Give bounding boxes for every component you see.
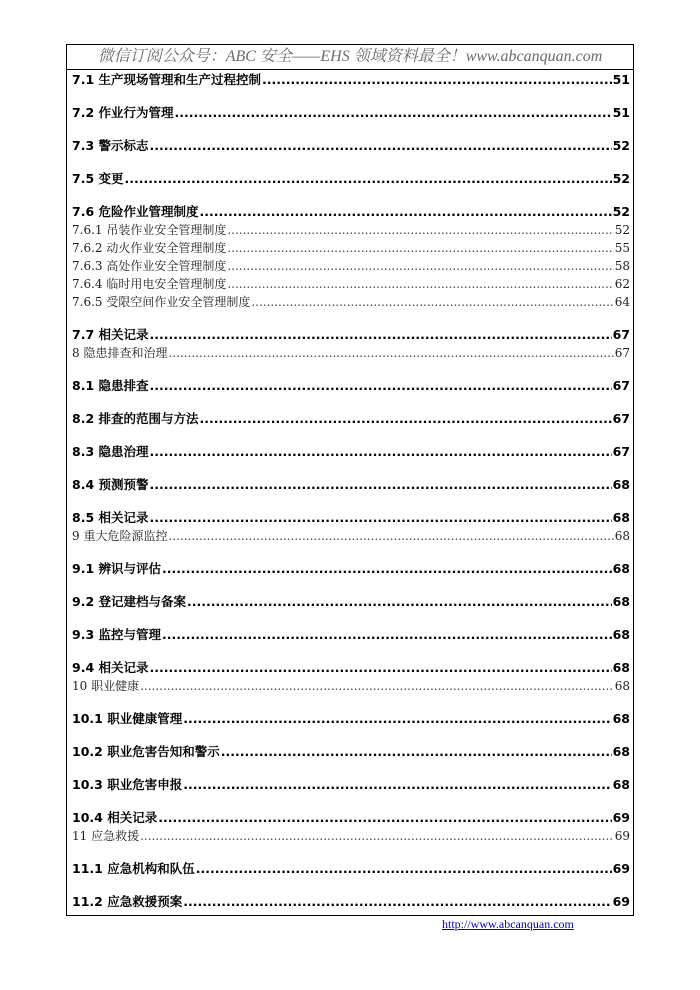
toc-entry-title: 7.6.1 吊装作业安全管理制度 — [72, 223, 227, 237]
toc-entry[interactable] — [72, 709, 630, 728]
toc-dot-leader — [162, 625, 612, 644]
toc-entry-page: 69 — [612, 894, 630, 909]
toc-dot-leader — [168, 527, 613, 545]
toc-entry[interactable] — [72, 892, 630, 911]
toc-dot-leader — [251, 293, 613, 311]
toc-entry-page: 52 — [612, 171, 630, 186]
toc-entry-title: 8 隐患排查和治理 — [72, 346, 168, 360]
toc-entry[interactable] — [72, 527, 630, 545]
toc-entry-page: 67 — [612, 327, 630, 342]
toc-entry-title: 7.6.4 临时用电安全管理制度 — [72, 277, 227, 291]
toc-entry-page: 69 — [612, 810, 630, 825]
toc-entry-page: 67 — [612, 411, 630, 426]
toc-entry-page: 68 — [612, 510, 630, 525]
toc-entry-page: 68 — [612, 561, 630, 576]
toc-dot-leader — [175, 103, 612, 122]
toc-dot-leader — [187, 592, 612, 611]
toc-entry-title: 10.3 职业危害申报 — [72, 777, 183, 792]
footer-link[interactable]: http://www.abcanquan.com — [442, 917, 574, 931]
toc-entry-page: 52 — [612, 138, 630, 153]
toc-entry-page: 67 — [612, 378, 630, 393]
toc-entry[interactable] — [72, 859, 630, 878]
toc-entry-title: 10 职业健康 — [72, 679, 140, 693]
toc-entry-title: 7.6.5 受限空间作业安全管理制度 — [72, 295, 251, 309]
toc-entry[interactable] — [72, 257, 630, 275]
toc-dot-leader — [150, 442, 612, 461]
toc-entry-page: 68 — [612, 627, 630, 642]
toc-dot-leader — [183, 775, 611, 794]
toc-dot-leader — [140, 677, 614, 695]
page-header-banner: 微信订阅公众号：ABC 安全——EHS 领域资料最全！www.abcanquan.com — [67, 44, 633, 70]
toc-dot-leader — [150, 325, 612, 344]
toc-entry-title: 7.3 警示标志 — [72, 138, 149, 153]
toc-entry-title: 10.2 职业危害告知和警示 — [72, 744, 220, 759]
toc-entry[interactable] — [72, 136, 630, 155]
toc-entry[interactable] — [72, 169, 630, 188]
toc-entry[interactable] — [72, 103, 630, 122]
toc-entry-title: 7.7 相关记录 — [72, 327, 149, 342]
toc-dot-leader — [168, 344, 613, 362]
toc-entry[interactable] — [72, 592, 630, 611]
toc-entry[interactable] — [72, 625, 630, 644]
toc-entry-title: 8.3 隐患治理 — [72, 444, 149, 459]
toc-entry-page: 68 — [612, 594, 630, 609]
toc-entry-page: 67 — [614, 346, 630, 360]
toc-entry-title: 7.6.2 动火作业安全管理制度 — [72, 241, 227, 255]
toc-entry-title: 10.1 职业健康管理 — [72, 711, 183, 726]
toc-entry[interactable] — [72, 658, 630, 677]
toc-dot-leader — [227, 221, 613, 239]
toc-entry-title: 7.6.3 高处作业安全管理制度 — [72, 259, 227, 273]
toc-entry-page: 58 — [614, 259, 630, 273]
toc-entry-title: 8.2 排查的范围与方法 — [72, 411, 199, 426]
toc-entry-page: 51 — [612, 105, 630, 120]
toc-entry[interactable] — [72, 742, 630, 761]
toc-entry[interactable] — [72, 293, 630, 311]
toc-dot-leader — [196, 859, 612, 878]
toc-entry-title: 9.3 监控与管理 — [72, 627, 161, 642]
toc-dot-leader — [158, 808, 611, 827]
toc-entry-title: 7.5 变更 — [72, 171, 124, 186]
toc-entry[interactable] — [72, 475, 630, 494]
toc-entry[interactable] — [72, 508, 630, 527]
toc-entry-title: 11.1 应急机构和队伍 — [72, 861, 195, 876]
toc-entry-title: 10.4 相关记录 — [72, 810, 158, 825]
toc-entry[interactable] — [72, 808, 630, 827]
toc-dot-leader — [227, 275, 613, 293]
toc-entry-title: 8.5 相关记录 — [72, 510, 149, 525]
toc-entry[interactable] — [72, 221, 630, 239]
toc-entry-page: 68 — [612, 711, 630, 726]
toc-entry-page: 51 — [612, 72, 630, 87]
toc-dot-leader — [150, 508, 612, 527]
toc-entry[interactable] — [72, 775, 630, 794]
toc-dot-leader — [227, 257, 613, 275]
toc-dot-leader — [200, 202, 612, 221]
toc-dot-leader — [150, 376, 612, 395]
toc-dot-leader — [125, 169, 612, 188]
toc-entry-title: 7.1 生产现场管理和生产过程控制 — [72, 72, 261, 87]
toc-entry[interactable] — [72, 275, 630, 293]
toc-entry[interactable] — [72, 239, 630, 257]
toc-entry-page: 62 — [614, 277, 630, 291]
toc-entry-page: 52 — [614, 223, 630, 237]
toc-entry-page: 68 — [614, 529, 630, 543]
toc-entry-page: 68 — [612, 660, 630, 675]
toc-dot-leader — [183, 709, 611, 728]
toc-dot-leader — [262, 70, 612, 89]
toc-entry-title: 11.2 应急救援预案 — [72, 894, 183, 909]
toc-entry[interactable] — [72, 827, 630, 845]
toc-entry-title: 7.6 危险作业管理制度 — [72, 204, 199, 219]
toc-entry[interactable] — [72, 202, 630, 221]
toc-entry-title: 7.2 作业行为管理 — [72, 105, 174, 120]
toc-entry-page: 69 — [614, 829, 630, 843]
toc-dot-leader — [150, 136, 612, 155]
toc-entry[interactable] — [72, 325, 630, 344]
toc-entry[interactable] — [72, 409, 630, 428]
toc-entry-title: 9.2 登记建档与备案 — [72, 594, 186, 609]
toc-entry[interactable] — [72, 344, 630, 362]
toc-dot-leader — [183, 892, 611, 911]
toc-entry-page: 52 — [612, 204, 630, 219]
toc-entry[interactable] — [72, 376, 630, 395]
toc-entry-page: 68 — [614, 679, 630, 693]
toc-dot-leader — [221, 742, 612, 761]
toc-dot-leader — [162, 559, 612, 578]
toc-dot-leader — [140, 827, 614, 845]
toc-entry-title: 9 重大危险源监控 — [72, 529, 168, 543]
toc-entry-title: 8.1 隐患排查 — [72, 378, 149, 393]
toc-dot-leader — [227, 239, 613, 257]
toc-entry-page: 67 — [612, 444, 630, 459]
toc-entry[interactable] — [72, 677, 630, 695]
toc-entry[interactable] — [72, 442, 630, 461]
toc-entry-page: 64 — [614, 295, 630, 309]
toc-dot-leader — [150, 658, 612, 677]
toc-entry-page: 55 — [614, 241, 630, 255]
toc-entry[interactable] — [72, 559, 630, 578]
toc-dot-leader — [150, 475, 612, 494]
toc-entry-title: 9.4 相关记录 — [72, 660, 149, 675]
toc-entry-title: 8.4 预测预警 — [72, 477, 149, 492]
toc-entry-page: 68 — [612, 477, 630, 492]
toc-entry-title: 11 应急救援 — [72, 829, 140, 843]
toc-entry-page: 69 — [612, 861, 630, 876]
toc-entry-page: 68 — [612, 744, 630, 759]
toc-entry-page: 68 — [612, 777, 630, 792]
toc-entry[interactable] — [72, 70, 630, 89]
toc-dot-leader — [200, 409, 612, 428]
table-of-contents — [72, 70, 630, 911]
toc-entry-title: 9.1 辨识与评估 — [72, 561, 161, 576]
